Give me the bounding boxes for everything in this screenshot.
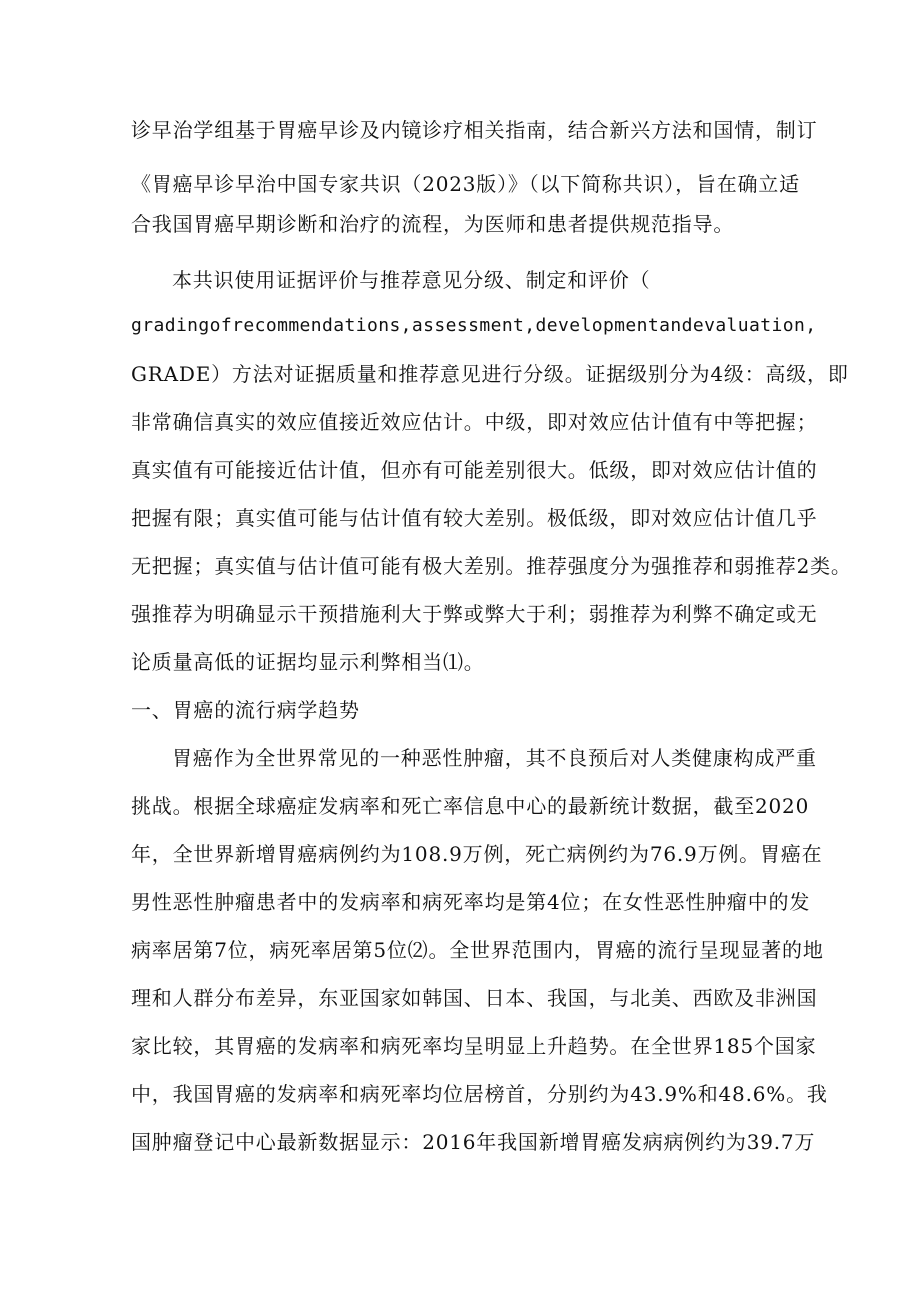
text-line: 男性恶性肿瘤患者中的发病率和病死率均是第4位；在女性恶性肿瘤中的发 bbox=[131, 890, 811, 914]
text-line: 年，全世界新增胃癌病例约为108.9万例，死亡病例约为76.9万例。胃癌在 bbox=[131, 842, 823, 866]
text-line: 理和人群分布差异，东亚国家如韩国、日本、我国，与北美、西欧及非洲国 bbox=[131, 986, 818, 1010]
text-line: 病率居第7位，病死率居第5位⑵。全世界范围内，胃癌的流行呈现显著的地 bbox=[131, 938, 824, 962]
text-line: 诊早治学组基于胃癌早诊及内镜诊疗相关指南，结合新兴方法和国情，制订 bbox=[131, 118, 818, 142]
text-line: 非常确信真实的效应值接近效应估计。中级，即对效应估计值有中等把握； bbox=[131, 410, 818, 434]
section-heading: 一、胃癌的流行病学趋势 bbox=[131, 698, 360, 722]
text-line: 强推荐为明确显示干预措施利大于弊或弊大于利；弱推荐为利弊不确定或无 bbox=[131, 602, 818, 626]
text-line: 《胃癌早诊早治中国专家共识（2023版）》（以下简称共识），旨在确立适 bbox=[131, 172, 800, 196]
text-line: 本共识使用证据评价与推荐意见分级、制定和评价（ bbox=[172, 268, 651, 292]
text-line: 中，我国胃癌的发病率和病死率均位居榜首，分别约为43.9%和48.6%。我 bbox=[131, 1082, 828, 1106]
text-line: gradingofrecommendations,assessment,developmentandevaluation, bbox=[131, 315, 817, 336]
text-line: 真实值有可能接近估计值，但亦有可能差别很大。低级，即对效应估计值的 bbox=[131, 458, 818, 482]
text-line: 无把握；真实值与估计值可能有极大差别。推荐强度分为强推荐和弱推荐2类。 bbox=[131, 554, 852, 578]
text-line: 家比较，其胃癌的发病率和病死率均呈明显上升趋势。在全世界185个国家 bbox=[131, 1034, 817, 1058]
text-line: 国肿瘤登记中心最新数据显示：2016年我国新增胃癌发病病例约为39.7万 bbox=[131, 1130, 816, 1154]
text-line: 合我国胃癌早期诊断和治疗的流程，为医师和患者提供规范指导。 bbox=[131, 212, 735, 236]
text-line: 挑战。根据全球癌症发病率和死亡率信息中心的最新统计数据，截至2020 bbox=[131, 794, 810, 818]
text-line: GRADE）方法对证据质量和推荐意见进行分级。证据级别分为4级：高级，即 bbox=[131, 362, 849, 386]
text-line: 把握有限；真实值可能与估计值有较大差别。极低级，即对效应估计值几乎 bbox=[131, 506, 818, 530]
text-line: 论质量高低的证据均显示利弊相当⑴。 bbox=[131, 650, 485, 674]
text-line: 胃癌作为全世界常见的一种恶性肿瘤，其不良预后对人类健康构成严重 bbox=[172, 746, 817, 770]
